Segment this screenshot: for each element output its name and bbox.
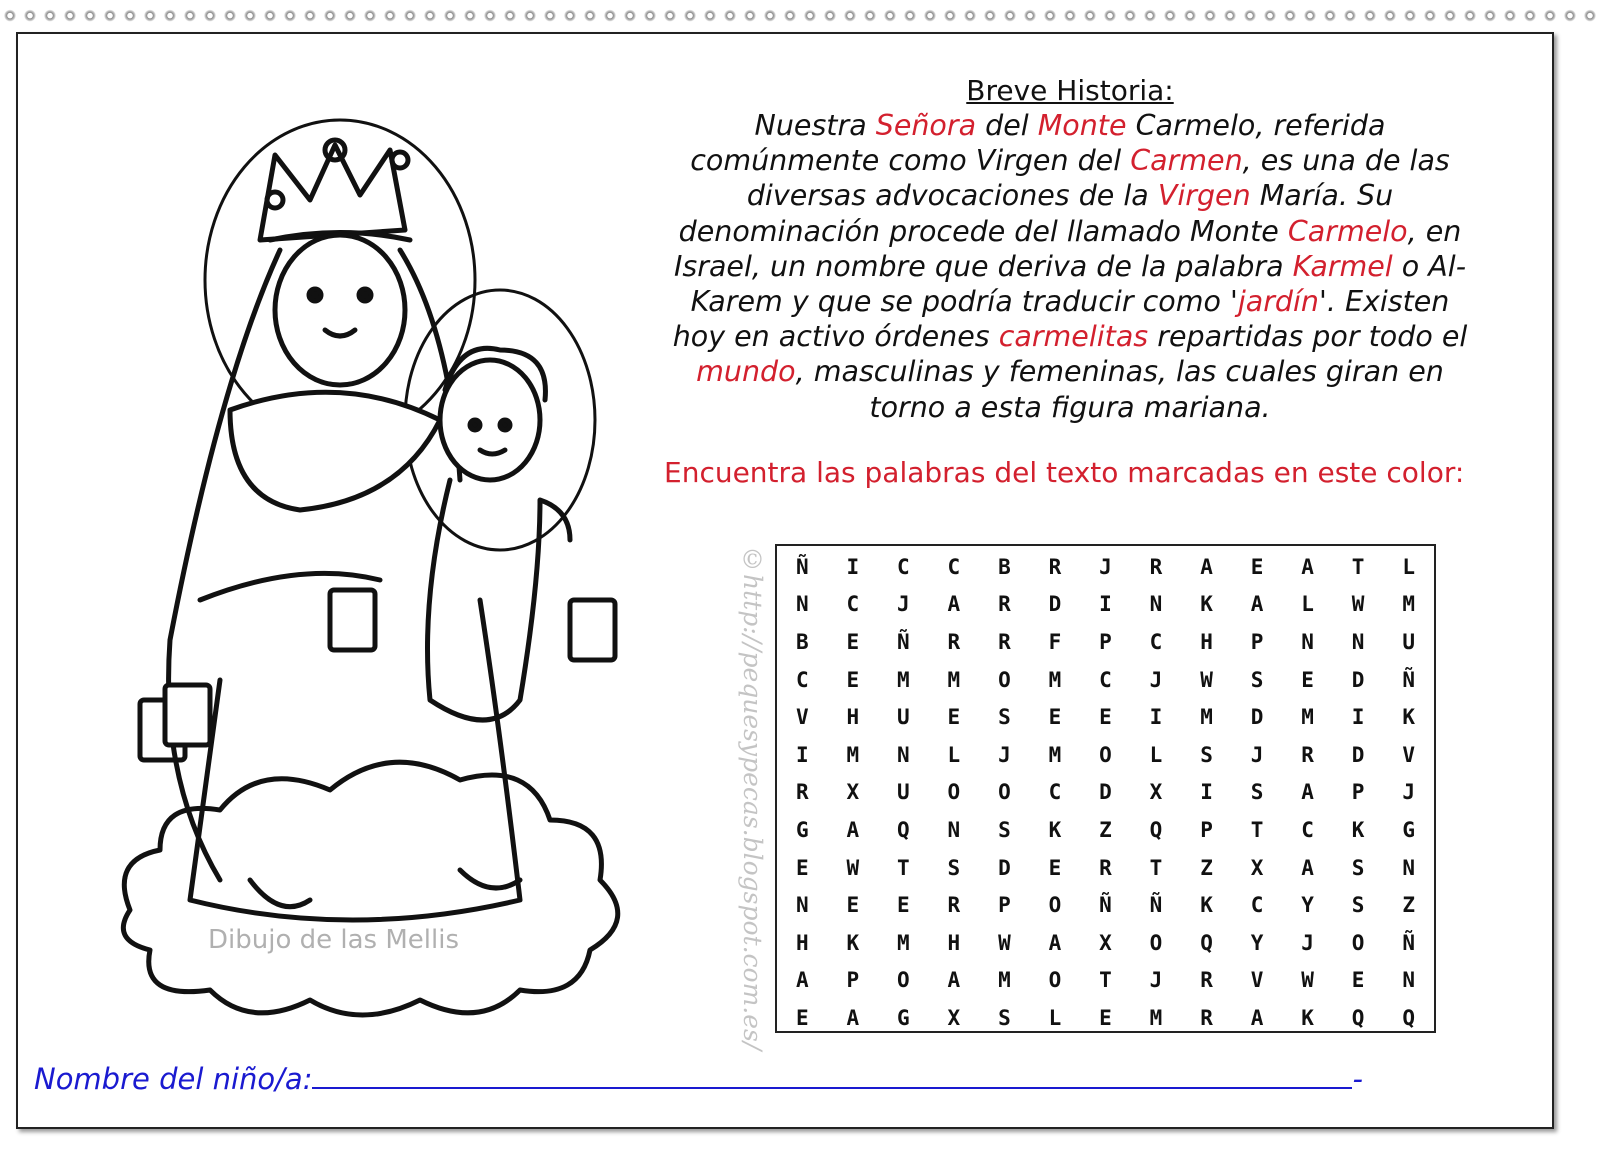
grid-letter[interactable]: M (897, 667, 910, 692)
grid-letter[interactable]: S (1250, 667, 1264, 692)
grid-letter[interactable]: H (795, 930, 809, 955)
grid-letter[interactable]: L (947, 742, 961, 767)
grid-letter[interactable]: S (998, 817, 1011, 842)
grid-letter[interactable]: G (1402, 817, 1416, 842)
name-line-end: - (1352, 1062, 1363, 1096)
grid-letter[interactable]: C (947, 554, 961, 579)
text-segment: Israel, un nombre que deriva de la palabra (674, 249, 1293, 283)
grid-letter[interactable]: R (998, 629, 1011, 654)
grid-letter[interactable]: L (1402, 554, 1416, 579)
name-label: Nombre del niño/a: (34, 1062, 313, 1096)
grid-letter[interactable]: B (795, 629, 809, 654)
grid-letter[interactable]: O (998, 667, 1011, 692)
text-segment: denominación procede del llamado Monte (678, 214, 1288, 248)
grid-letter[interactable]: W (846, 855, 860, 880)
grid-letter[interactable]: R (795, 780, 809, 805)
grid-letter[interactable]: C (1301, 817, 1314, 842)
highlighted-word: Monte (1037, 109, 1127, 142)
grid-letter[interactable]: P (1351, 780, 1365, 805)
paragraph-line (620, 249, 1520, 284)
grid-letter[interactable]: S (947, 855, 961, 880)
grid-letter[interactable]: E (1099, 1005, 1112, 1030)
grid-letter[interactable]: A (1301, 780, 1314, 805)
highlighted-word: carmelitas (998, 320, 1149, 354)
paragraph-line (620, 108, 1520, 143)
grid-letter[interactable]: N (1402, 968, 1416, 993)
paragraph-line (620, 354, 1520, 389)
grid-letter[interactable]: V (795, 705, 809, 730)
grid-letter[interactable]: N (947, 817, 961, 842)
grid-letter[interactable]: V (1402, 742, 1416, 767)
grid-row (777, 924, 1434, 962)
grid-letter[interactable]: K (1301, 1005, 1314, 1030)
grid-letter[interactable]: K (846, 930, 860, 955)
grid-letter[interactable]: R (998, 592, 1011, 617)
grid-letter[interactable]: A (1048, 930, 1062, 955)
grid-letter[interactable]: E (947, 705, 961, 730)
grid-letter[interactable]: K (1048, 817, 1062, 842)
grid-letter[interactable]: D (1250, 705, 1264, 730)
grid-letter[interactable]: A (1301, 554, 1314, 579)
grid-letter[interactable]: R (947, 893, 961, 918)
grid-letter[interactable]: K (1200, 893, 1213, 918)
grid-letter[interactable]: Z (1402, 893, 1416, 918)
grid-letter[interactable]: O (1351, 930, 1365, 955)
grid-letter[interactable]: Ñ (897, 629, 910, 654)
grid-letter[interactable]: E (1048, 855, 1062, 880)
grid-letter[interactable]: T (1351, 554, 1365, 579)
text-segment: , masculinas y femeninas, las cuales giran en (795, 355, 1444, 389)
grid-letter[interactable]: Ñ (795, 554, 809, 579)
grid-letter[interactable]: K (1402, 705, 1416, 730)
grid-letter[interactable]: N (1301, 629, 1314, 654)
grid-letter[interactable]: D (1048, 592, 1062, 617)
grid-letter[interactable]: P (1250, 629, 1264, 654)
grid-letter[interactable]: D (1351, 742, 1365, 767)
grid-letter[interactable]: G (795, 817, 809, 842)
text-segment: Karem y que se podría traducir como ' (690, 285, 1238, 319)
grid-letter[interactable]: W (998, 930, 1011, 955)
grid-letter[interactable]: Q (1149, 817, 1163, 842)
grid-letter[interactable]: C (897, 554, 910, 579)
grid-letter[interactable]: A (846, 1005, 860, 1030)
grid-letter[interactable]: A (947, 592, 961, 617)
grid-letter[interactable]: D (1099, 780, 1112, 805)
grid-letter[interactable]: M (1048, 667, 1062, 692)
grid-letter[interactable]: R (1099, 855, 1112, 880)
grid-letter[interactable]: E (846, 893, 860, 918)
grid-letter[interactable]: Q (897, 817, 910, 842)
paragraph-line (620, 214, 1520, 249)
grid-letter[interactable]: J (897, 592, 910, 617)
grid-letter[interactable]: S (998, 705, 1011, 730)
grid-letter[interactable]: N (1149, 592, 1163, 617)
grid-letter[interactable]: J (998, 742, 1011, 767)
grid-letter[interactable]: Q (1200, 930, 1213, 955)
grid-letter[interactable]: E (846, 629, 860, 654)
grid-letter[interactable]: V (1250, 968, 1264, 993)
grid-letter[interactable]: L (1048, 1005, 1062, 1030)
grid-letter[interactable]: O (1048, 968, 1062, 993)
grid-letter[interactable]: H (846, 705, 860, 730)
grid-letter[interactable]: I (1099, 592, 1112, 617)
grid-letter[interactable]: S (1351, 893, 1365, 918)
grid-row (777, 586, 1434, 624)
grid-letter[interactable]: S (1250, 780, 1264, 805)
grid-letter[interactable]: I (1149, 705, 1163, 730)
grid-letter[interactable]: R (1301, 742, 1314, 767)
grid-letter[interactable]: B (998, 554, 1011, 579)
grid-letter[interactable]: O (998, 780, 1011, 805)
text-segment: María. Su (1250, 179, 1394, 213)
grid-letter[interactable]: R (947, 629, 961, 654)
grid-letter[interactable]: E (846, 667, 860, 692)
grid-row (777, 623, 1434, 661)
grid-letter[interactable]: A (947, 968, 961, 993)
grid-row (777, 736, 1434, 774)
grid-letter[interactable]: E (1048, 705, 1062, 730)
grid-letter[interactable]: D (1351, 667, 1365, 692)
paragraph-line (620, 319, 1520, 354)
grid-letter[interactable]: Ñ (1402, 667, 1416, 692)
grid-letter[interactable]: M (846, 742, 860, 767)
grid-letter[interactable]: L (1149, 742, 1163, 767)
grid-letter[interactable]: N (1351, 629, 1365, 654)
grid-letter[interactable]: G (897, 1005, 910, 1030)
grid-letter[interactable]: W (1301, 968, 1314, 993)
grid-letter[interactable]: A (1250, 592, 1264, 617)
word-search-grid (775, 544, 1436, 1033)
grid-letter[interactable]: I (1351, 705, 1365, 730)
text-segment: del (976, 109, 1038, 142)
grid-letter[interactable]: J (1149, 968, 1163, 993)
grid-letter[interactable]: Y (1250, 930, 1264, 955)
grid-letter[interactable]: F (1048, 629, 1062, 654)
illustration-credit: Dibujo de las Mellis (208, 925, 459, 955)
grid-letter[interactable]: M (1402, 592, 1416, 617)
grid-letter[interactable]: M (947, 667, 961, 692)
grid-letter[interactable]: A (795, 968, 809, 993)
grid-letter[interactable]: Z (1099, 817, 1112, 842)
text-segment: , en (1407, 214, 1462, 248)
highlighted-word: Virgen (1157, 179, 1251, 213)
grid-letter[interactable]: S (1200, 742, 1213, 767)
grid-letter[interactable]: N (1402, 855, 1416, 880)
grid-letter[interactable]: J (1402, 780, 1416, 805)
text-segment: o Al- (1392, 249, 1466, 283)
grid-row (777, 698, 1434, 736)
grid-letter[interactable]: O (1149, 930, 1163, 955)
grid-letter[interactable]: W (1200, 667, 1213, 692)
grid-letter[interactable]: N (795, 893, 809, 918)
grid-letter[interactable]: P (998, 893, 1011, 918)
grid-letter[interactable]: E (795, 855, 809, 880)
grid-letter[interactable]: J (1099, 554, 1112, 579)
paragraph-line (620, 284, 1520, 319)
grid-letter[interactable]: R (1048, 554, 1062, 579)
grid-letter[interactable]: D (998, 855, 1011, 880)
grid-letter[interactable]: E (1099, 705, 1112, 730)
highlighted-word: jardín (1237, 285, 1319, 319)
grid-letter[interactable]: C (1149, 629, 1163, 654)
grid-letter[interactable]: I (846, 554, 860, 579)
grid-letter[interactable]: C (1250, 893, 1264, 918)
grid-letter[interactable]: Z (1200, 855, 1213, 880)
grid-letter[interactable]: C (1048, 780, 1062, 805)
grid-letter[interactable]: A (1301, 855, 1314, 880)
name-blank-line[interactable] (312, 1063, 1352, 1089)
grid-letter[interactable]: J (1250, 742, 1264, 767)
text-segment: hoy en activo órdenes (672, 320, 999, 354)
grid-letter[interactable]: L (1301, 592, 1314, 617)
grid-letter[interactable]: C (1099, 667, 1112, 692)
grid-letter[interactable]: E (1351, 968, 1365, 993)
grid-letter[interactable]: U (1402, 629, 1416, 654)
grid-letter[interactable]: J (1301, 930, 1314, 955)
grid-letter[interactable]: O (1099, 742, 1112, 767)
grid-letter[interactable]: U (897, 780, 910, 805)
grid-letter[interactable]: A (846, 817, 860, 842)
grid-letter[interactable]: P (1099, 629, 1112, 654)
grid-letter[interactable]: T (1099, 968, 1112, 993)
text-segment: diversas advocaciones de la (746, 179, 1158, 213)
grid-letter[interactable]: R (1200, 1005, 1213, 1030)
grid-letter[interactable]: I (795, 742, 809, 767)
grid-letter[interactable]: C (795, 667, 809, 692)
grid-row (777, 886, 1434, 924)
grid-letter[interactable]: Ñ (1149, 893, 1163, 918)
grid-row (777, 774, 1434, 812)
text-segment: Carmelo, referida (1126, 109, 1386, 142)
grid-letter[interactable]: X (846, 780, 860, 805)
grid-letter[interactable]: M (897, 930, 910, 955)
grid-letter[interactable]: S (1351, 855, 1365, 880)
text-segment: comúnmente como Virgen del (690, 144, 1131, 178)
virgin-of-carmen-illustration (100, 80, 640, 1040)
grid-row (777, 661, 1434, 699)
grid-row (777, 849, 1434, 887)
grid-row (777, 548, 1434, 586)
grid-letter[interactable]: K (1351, 817, 1365, 842)
child-name-field[interactable] (34, 1062, 1363, 1096)
highlighted-word: Carmelo (1287, 214, 1408, 248)
grid-letter[interactable]: T (1149, 855, 1163, 880)
grid-letter[interactable]: E (1301, 667, 1314, 692)
grid-letter[interactable]: P (1200, 817, 1213, 842)
grid-letter[interactable]: S (998, 1005, 1011, 1030)
highlighted-word: Carmen (1130, 144, 1243, 178)
paragraph-line (620, 178, 1520, 213)
grid-letter[interactable]: N (795, 592, 809, 617)
watermark-url: ©http://pequesypecas.blogspot.com.es/ (738, 545, 767, 1051)
grid-letter[interactable]: R (1200, 968, 1213, 993)
instruction-text: Encuentra las palabras del texto marcadas en este color: (664, 456, 1465, 489)
grid-letter[interactable]: M (1149, 1005, 1163, 1030)
grid-letter[interactable]: A (1200, 554, 1213, 579)
grid-letter[interactable]: C (846, 592, 860, 617)
grid-letter[interactable]: M (1048, 742, 1062, 767)
grid-row (777, 811, 1434, 849)
grid-letter[interactable]: E (897, 893, 910, 918)
grid-row (777, 962, 1434, 1000)
grid-letter[interactable]: H (947, 930, 961, 955)
grid-letter[interactable]: X (1149, 780, 1163, 805)
grid-letter[interactable]: Q (1402, 1005, 1416, 1030)
grid-letter[interactable]: Ñ (1099, 893, 1112, 918)
grid-letter[interactable]: K (1200, 592, 1213, 617)
highlighted-word: Karmel (1292, 249, 1393, 283)
highlighted-word: Señora (875, 109, 977, 142)
grid-letter[interactable]: O (897, 968, 910, 993)
grid-letter[interactable]: Q (1351, 1005, 1365, 1030)
grid-row (777, 999, 1434, 1037)
grid-letter[interactable]: H (1200, 629, 1213, 654)
grid-letter[interactable]: P (846, 968, 860, 993)
dotted-border-top (0, 0, 1600, 26)
grid-letter[interactable]: A (1250, 1005, 1264, 1030)
grid-letter[interactable]: M (1301, 705, 1314, 730)
grid-letter[interactable]: X (1099, 930, 1112, 955)
paragraph-line (620, 390, 1520, 425)
history-paragraph (620, 108, 1520, 425)
grid-letter[interactable]: Y (1301, 893, 1314, 918)
grid-letter[interactable]: N (897, 742, 910, 767)
section-title: Breve Historia: (966, 74, 1174, 107)
grid-letter[interactable]: I (1200, 780, 1213, 805)
grid-letter[interactable]: O (1048, 893, 1062, 918)
grid-letter[interactable]: W (1351, 592, 1365, 617)
text-segment: , es una de las (1242, 144, 1450, 178)
grid-letter[interactable]: T (897, 855, 910, 880)
grid-letter[interactable]: E (795, 1005, 809, 1030)
grid-letter[interactable]: R (1149, 554, 1163, 579)
grid-letter[interactable]: M (1200, 705, 1213, 730)
paragraph-line (620, 143, 1520, 178)
grid-letter[interactable]: T (1250, 817, 1264, 842)
grid-letter[interactable]: Ñ (1402, 930, 1416, 955)
grid-letter[interactable]: J (1149, 667, 1163, 692)
grid-letter[interactable]: U (897, 705, 910, 730)
highlighted-word: mundo (696, 355, 796, 389)
text-segment: '. Existen (1319, 285, 1450, 319)
grid-letter[interactable]: M (998, 968, 1011, 993)
text-segment: torno a esta figura mariana. (869, 390, 1271, 424)
grid-letter[interactable]: E (1250, 554, 1264, 579)
grid-letter[interactable]: O (947, 780, 961, 805)
text-segment: Nuestra (754, 109, 876, 142)
text-segment: repartidas por todo el (1148, 320, 1468, 354)
grid-letter[interactable]: X (1250, 855, 1264, 880)
grid-letter[interactable]: X (947, 1005, 961, 1030)
